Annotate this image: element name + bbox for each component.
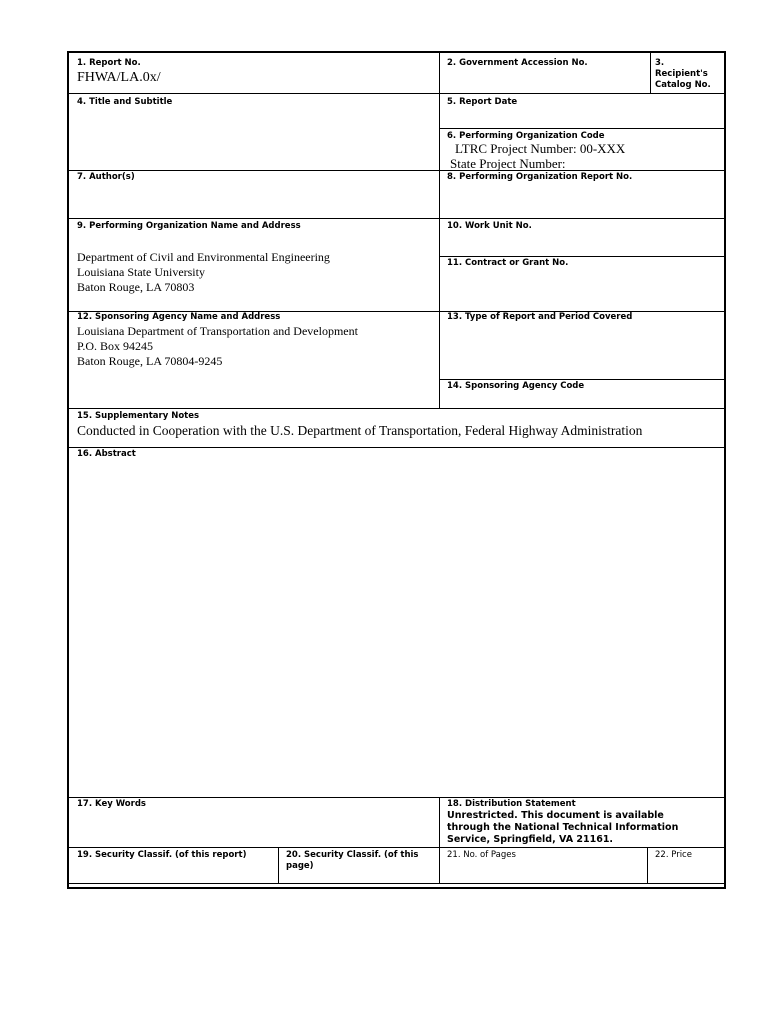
report-no-label: 1. Report No. — [77, 58, 141, 68]
ltrc-project-number: LTRC Project Number: 00-XXX — [455, 141, 626, 156]
report-date-label: 5. Report Date — [447, 97, 518, 107]
authors-label: 7. Author(s) — [77, 172, 135, 182]
rule — [439, 53, 440, 408]
work-unit-label: 10. Work Unit No. — [447, 221, 532, 231]
report-type-period-label: 13. Type of Report and Period Covered — [447, 312, 633, 322]
key-words-label: 17. Key Words — [77, 799, 146, 809]
rule — [69, 408, 724, 409]
government-accession-label: 2. Government Accession No. — [447, 58, 588, 68]
performing-org-name-label: 9. Performing Organization Name and Address — [77, 221, 301, 231]
report-no-value: FHWA/LA.0x/ — [77, 70, 161, 85]
distribution-statement-line-3: Service, Springfield, VA 21161. — [447, 834, 614, 845]
recipient-catalog-label-2: Catalog No. — [655, 80, 711, 90]
security-classif-page-label-2: page) — [286, 861, 314, 871]
rule — [69, 93, 724, 94]
rule — [439, 379, 724, 380]
performing-org-line-1: Department of Civil and Environmental Engineering — [77, 250, 330, 264]
distribution-statement-label: 18. Distribution Statement — [447, 799, 576, 809]
supplementary-notes-label: 15. Supplementary Notes — [77, 411, 200, 421]
distribution-statement-line-1: Unrestricted. This document is available — [447, 810, 664, 821]
sponsoring-agency-code-label: 14. Sponsoring Agency Code — [447, 381, 585, 391]
rule — [647, 847, 648, 883]
state-project-number: State Project Number: — [450, 156, 566, 171]
rule — [650, 53, 651, 93]
performing-org-code-label: 6. Performing Organization Code — [447, 131, 605, 141]
performing-org-line-3: Baton Rouge, LA 70803 — [77, 280, 195, 294]
abstract-label: 16. Abstract — [77, 449, 136, 459]
sponsoring-agency-name-label: 12. Sponsoring Agency Name and Address — [77, 312, 281, 322]
rule — [69, 447, 724, 448]
rule — [278, 847, 279, 883]
rule — [69, 170, 724, 171]
recipient-catalog-label: Recipient's — [655, 69, 708, 79]
report-documentation-form — [67, 51, 726, 889]
supplementary-notes-value: Conducted in Cooperation with the U.S. Department of Transportation, Federal Highway Administration — [77, 423, 643, 438]
rule — [439, 797, 440, 883]
rule — [69, 218, 724, 219]
distribution-statement-line-2: through the National Technical Information — [447, 822, 679, 833]
sponsoring-agency-line-2: P.O. Box 94245 — [77, 339, 154, 353]
security-classif-page-label: 20. Security Classif. (of this — [286, 850, 419, 860]
number-of-pages-label: 21. No. of Pages — [447, 850, 516, 860]
rule — [69, 847, 724, 848]
contract-grant-label: 11. Contract or Grant No. — [447, 258, 569, 268]
recipient-catalog-label-number: 3. — [655, 58, 665, 68]
price-label: 22. Price — [655, 850, 692, 860]
performing-org-report-label: 8. Performing Organization Report No. — [447, 172, 633, 182]
sponsoring-agency-line-3: Baton Rouge, LA 70804-9245 — [77, 354, 223, 368]
rule — [69, 797, 724, 798]
security-classif-report-label: 19. Security Classif. (of this report) — [77, 850, 247, 860]
performing-org-line-2: Louisiana State University — [77, 265, 205, 279]
rule — [439, 256, 724, 257]
title-subtitle-label: 4. Title and Subtitle — [77, 97, 173, 107]
rule — [439, 128, 724, 129]
sponsoring-agency-line-1: Louisiana Department of Transportation and Development — [77, 324, 358, 338]
rule — [69, 883, 724, 884]
